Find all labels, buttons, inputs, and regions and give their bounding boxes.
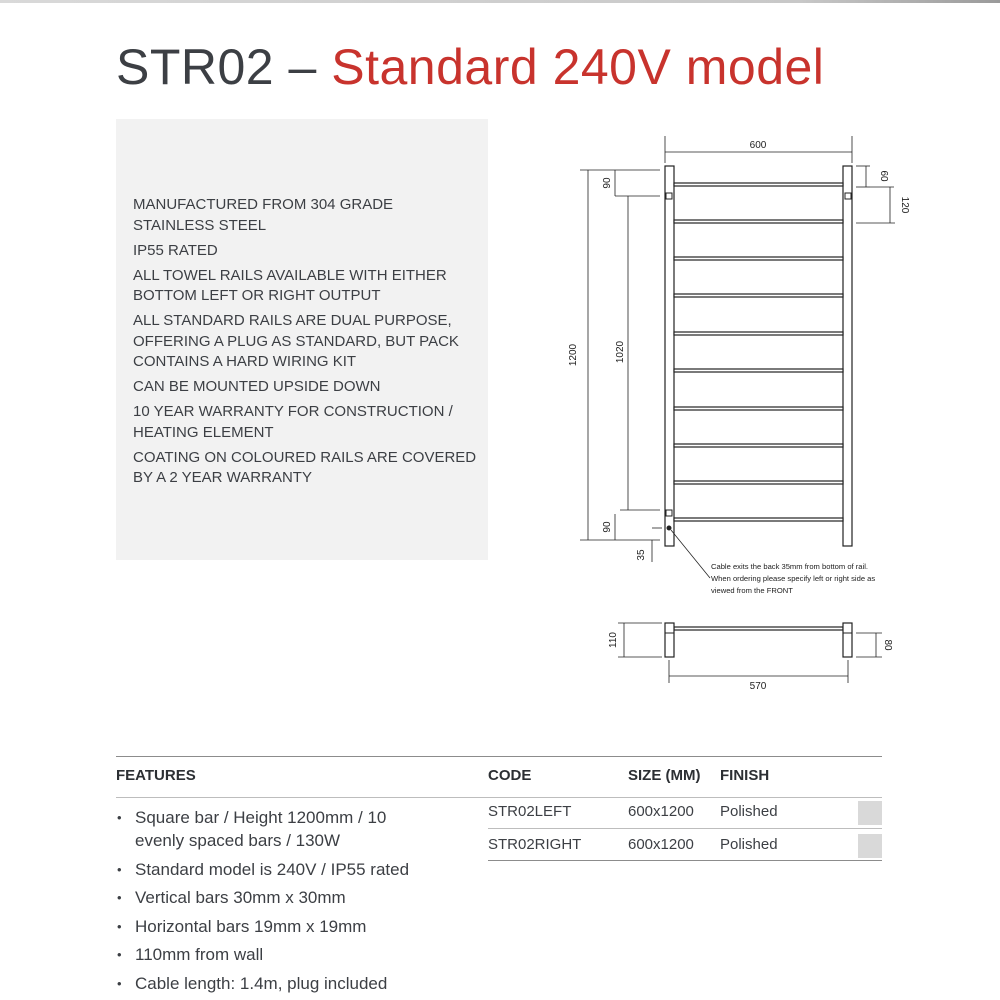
spec-item: IP55 RATED bbox=[133, 241, 218, 259]
row-size: 600x1200 bbox=[628, 836, 694, 853]
section-divider bbox=[116, 756, 882, 757]
dim-plan-width: 570 bbox=[749, 681, 767, 692]
spec-item: 10 YEAR WARRANTY FOR CONSTRUCTION / HEATING ELEMENT bbox=[133, 403, 453, 441]
row-finish: Polished bbox=[720, 803, 778, 820]
table-header-size: SIZE (MM) bbox=[628, 767, 701, 784]
bracket bbox=[666, 193, 672, 199]
finish-swatch bbox=[858, 834, 882, 858]
title-dash: – bbox=[288, 39, 317, 95]
horizontal-bars bbox=[674, 183, 843, 521]
spec-item: ALL TOWEL RAILS AVAILABLE WITH EITHER BOTTOM LEFT OR RIGHT OUTPUT bbox=[133, 266, 447, 304]
feature-item: • Square bar / Height 1200mm / 10 evenly spaced bars / 130W bbox=[116, 806, 410, 852]
features-header: FEATURES bbox=[116, 767, 196, 784]
plan-post-left bbox=[665, 623, 674, 657]
feature-item: • Vertical bars 30mm x 30mm bbox=[116, 886, 486, 909]
plan-bar bbox=[674, 627, 843, 630]
cable-exit bbox=[667, 526, 671, 530]
table-header-divider bbox=[488, 797, 882, 798]
spec-item: COATING ON COLOURED RAILS ARE COVERED BY A 2 YEAR WARRANTY bbox=[133, 448, 477, 486]
feature-item: • 110mm from wall bbox=[116, 943, 486, 966]
row-finish: Polished bbox=[720, 836, 778, 853]
dim-right-top-a: 60 bbox=[878, 170, 889, 182]
cable-note-line: viewed from the FRONT bbox=[711, 586, 793, 595]
feature-item: • Standard model is 240V / IP55 rated bbox=[116, 858, 486, 881]
features-divider bbox=[116, 797, 488, 798]
spec-item: CAN BE MOUNTED UPSIDE DOWN bbox=[133, 378, 381, 395]
plan-post-right bbox=[843, 623, 852, 657]
dim-height: 1200 bbox=[568, 343, 579, 367]
technical-drawing bbox=[560, 130, 910, 700]
bracket bbox=[845, 193, 851, 199]
title-code: STR02 bbox=[116, 39, 275, 95]
table-bottom-divider bbox=[488, 860, 882, 861]
table-row-divider bbox=[488, 828, 882, 829]
feature-item: • Horizontal bars 19mm x 19mm bbox=[116, 915, 486, 938]
finish-swatch bbox=[858, 801, 882, 825]
features-list bbox=[116, 806, 486, 1000]
specifications-panel bbox=[116, 119, 488, 560]
dim-cable-offset: 35 bbox=[636, 549, 647, 561]
specifications-list bbox=[133, 195, 478, 493]
dim-depth: 110 bbox=[608, 632, 619, 648]
spec-item: MANUFACTURED FROM 304 GRADE STAINLESS STEEL bbox=[133, 196, 394, 234]
bracket bbox=[666, 510, 672, 516]
row-code: STR02LEFT bbox=[488, 803, 572, 820]
spec-item: ALL STANDARD RAILS ARE DUAL PURPOSE, OFFERING A PLUG AS STANDARD, BUT PACK CONTAINS A HARD WIRING KIT bbox=[133, 312, 459, 370]
dim-right-top-b: 120 bbox=[899, 196, 910, 214]
row-code: STR02RIGHT bbox=[488, 836, 582, 853]
dim-inner-height: 1020 bbox=[615, 340, 626, 364]
cable-note-line: Cable exits the back 35mm from bottom of rail. bbox=[711, 562, 868, 571]
dim-depth-inner: 80 bbox=[882, 639, 893, 651]
dim-bottom-offset: 90 bbox=[602, 521, 613, 533]
table-header-finish: FINISH bbox=[720, 767, 770, 784]
row-size: 600x1200 bbox=[628, 803, 694, 820]
left-post bbox=[665, 166, 674, 546]
table-header-code: CODE bbox=[488, 767, 532, 784]
right-post bbox=[843, 166, 852, 546]
top-border bbox=[0, 0, 1000, 3]
feature-item: • Cable length: 1.4m, plug included bbox=[116, 972, 486, 995]
cable-note-line: When ordering please specify left or right side as bbox=[711, 574, 876, 583]
page-title bbox=[116, 36, 824, 98]
dim-top-offset: 90 bbox=[602, 177, 613, 189]
title-model: Standard 240V model bbox=[331, 39, 825, 95]
dim-width: 600 bbox=[749, 140, 767, 151]
